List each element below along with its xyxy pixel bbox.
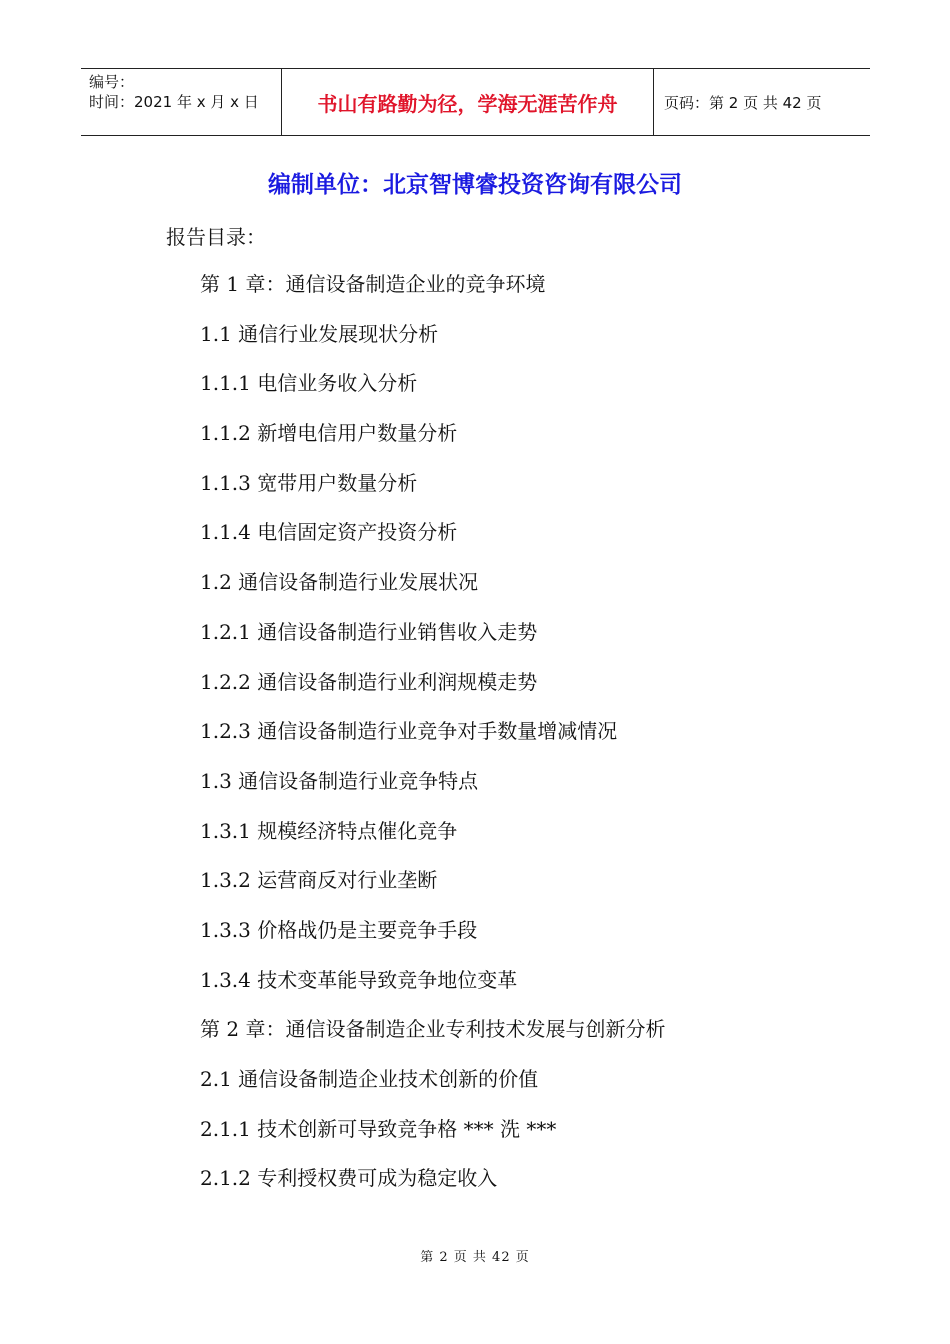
toc-item: 1.3.1 规模经济特点催化竞争 [200,818,458,843]
toc-item: 2.1 通信设备制造企业技术创新的价值 [200,1067,539,1091]
toc-item: 第 2 章：通信设备制造企业专利技术发展与创新分析 [200,1017,666,1042]
toc-item: 1.2.3 通信设备制造行业竞争对手数量增减情况 [200,719,618,744]
toc-item: 1.3.4 技术变革能导致竞争地位变革 [200,967,518,992]
number-label: 编号： [89,73,135,91]
table-of-contents [200,268,665,1212]
toc-item: 2.1.1 技术创新可导致竞争格 *** 洗 *** [200,1116,557,1141]
toc-item: 第 1 章：通信设备制造企业的竞争环境 [200,272,546,296]
toc-item: 1.2.1 通信设备制造行业销售收入走势 [200,619,538,644]
page-info: 页码：第 2 页 共 42 页 [664,93,822,112]
toc-item: 1.1.4 电信固定资产投资分析 [200,520,458,545]
toc-item: 1.2 通信设备制造行业发展状况 [200,570,479,595]
toc-item: 1.2.2 通信设备制造行业利润规模走势 [200,669,538,694]
toc-item: 1.1.3 宽带用户数量分析 [200,470,418,495]
toc-item: 2.1.2 专利授权费可成为稳定收入 [200,1166,498,1191]
toc-item: 1.3 通信设备制造行业竞争特点 [200,768,479,793]
toc-item: 1.1 通信行业发展现状分析 [200,321,439,346]
toc-item: 1.3.2 运营商反对行业垄断 [200,868,438,893]
toc-item: 1.1.1 电信业务收入分析 [200,371,418,396]
header-table [81,68,870,136]
motto: 书山有路勤为径，学海无涯苦作舟 [281,69,654,135]
toc-item: 1.1.2 新增电信用户数量分析 [200,421,458,446]
toc-label: 报告目录： [166,225,266,249]
header-meta [81,69,281,135]
org-title: 编制单位：北京智博睿投资咨询有限公司 [268,172,682,198]
date-label: 时间：2021 年 x 月 x 日 [89,93,259,111]
page-footer: 第 2 页 共 42 页 [420,1250,530,1265]
toc-item: 1.3.3 价格战仍是主要竞争手段 [200,917,478,942]
